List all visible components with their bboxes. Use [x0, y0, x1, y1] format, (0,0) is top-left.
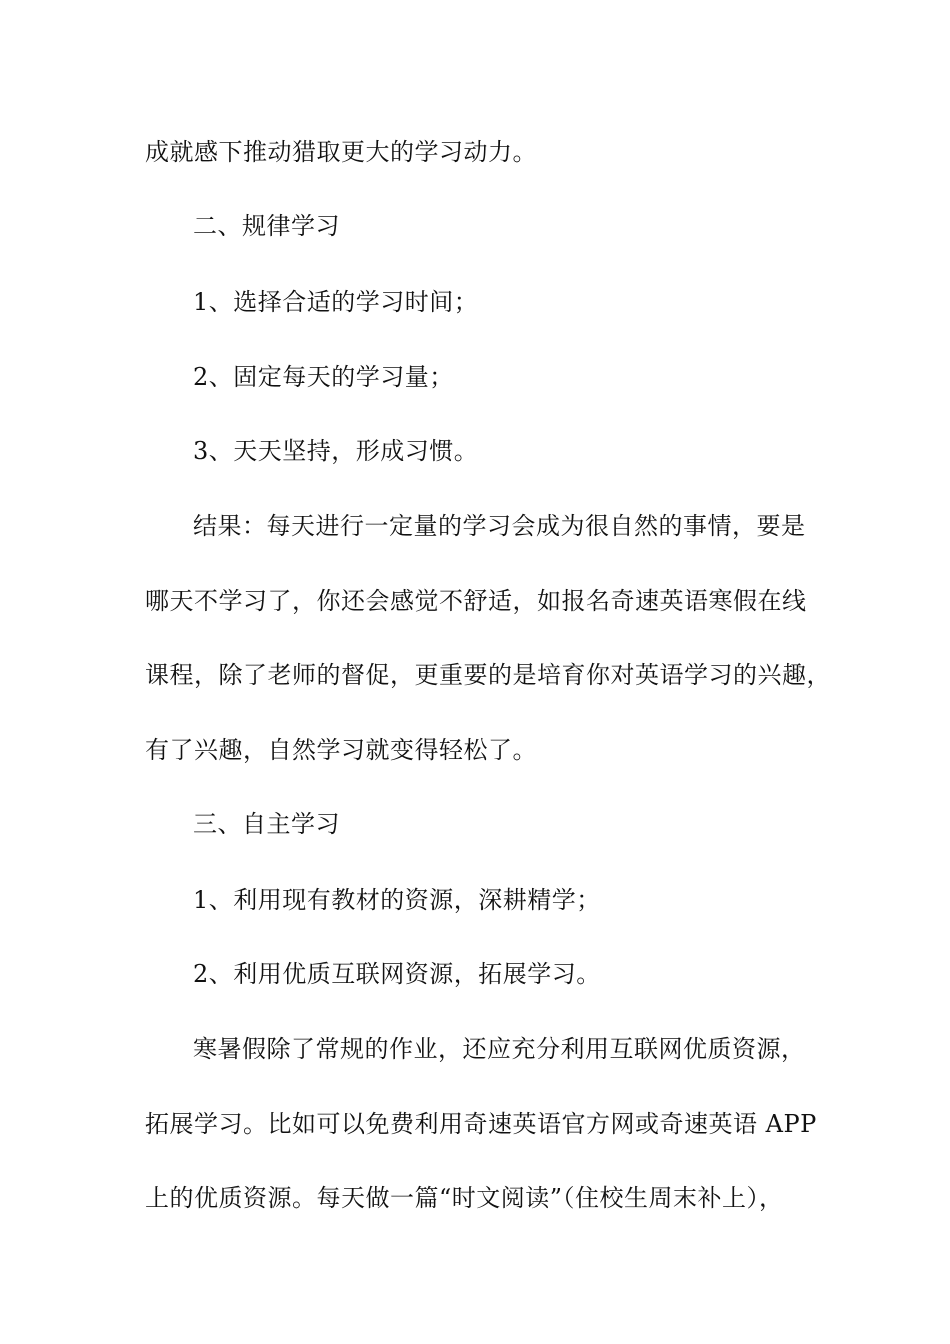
- paragraph-line: 有了兴趣，自然学习就变得轻松了。: [145, 736, 537, 764]
- section-heading-2: 二、规律学习: [193, 212, 340, 240]
- list-item: 3、天天坚持，形成习惯。: [193, 437, 479, 465]
- paragraph-line: 结果：每天进行一定量的学习会成为很自然的事情，要是: [193, 512, 806, 540]
- list-item: 1、利用现有教材的资源，深耕精学；: [193, 886, 601, 914]
- list-item: 2、利用优质互联网资源，拓展学习。: [193, 960, 601, 988]
- paragraph-continuation: 成就感下推动猎取更大的学习动力。: [145, 138, 537, 166]
- list-item: 2、固定每天的学习量；: [193, 363, 454, 391]
- list-item: 1、选择合适的学习时间；: [193, 288, 479, 316]
- paragraph-line: 课程，除了老师的督促，更重要的是培育你对英语学习的兴趣，: [145, 661, 831, 689]
- section-heading-3: 三、自主学习: [193, 810, 340, 838]
- paragraph-line: 哪天不学习了，你还会感觉不舒适，如报名奇速英语寒假在线: [145, 587, 807, 615]
- paragraph-line: 拓展学习。比如可以免费利用奇速英语官方网或奇速英语 APP: [145, 1110, 817, 1138]
- paragraph-line: 上的优质资源。每天做一篇“时文阅读”（住校生周末补上），: [145, 1184, 784, 1212]
- paragraph-line: 寒暑假除了常规的作业，还应充分利用互联网优质资源，: [193, 1035, 806, 1063]
